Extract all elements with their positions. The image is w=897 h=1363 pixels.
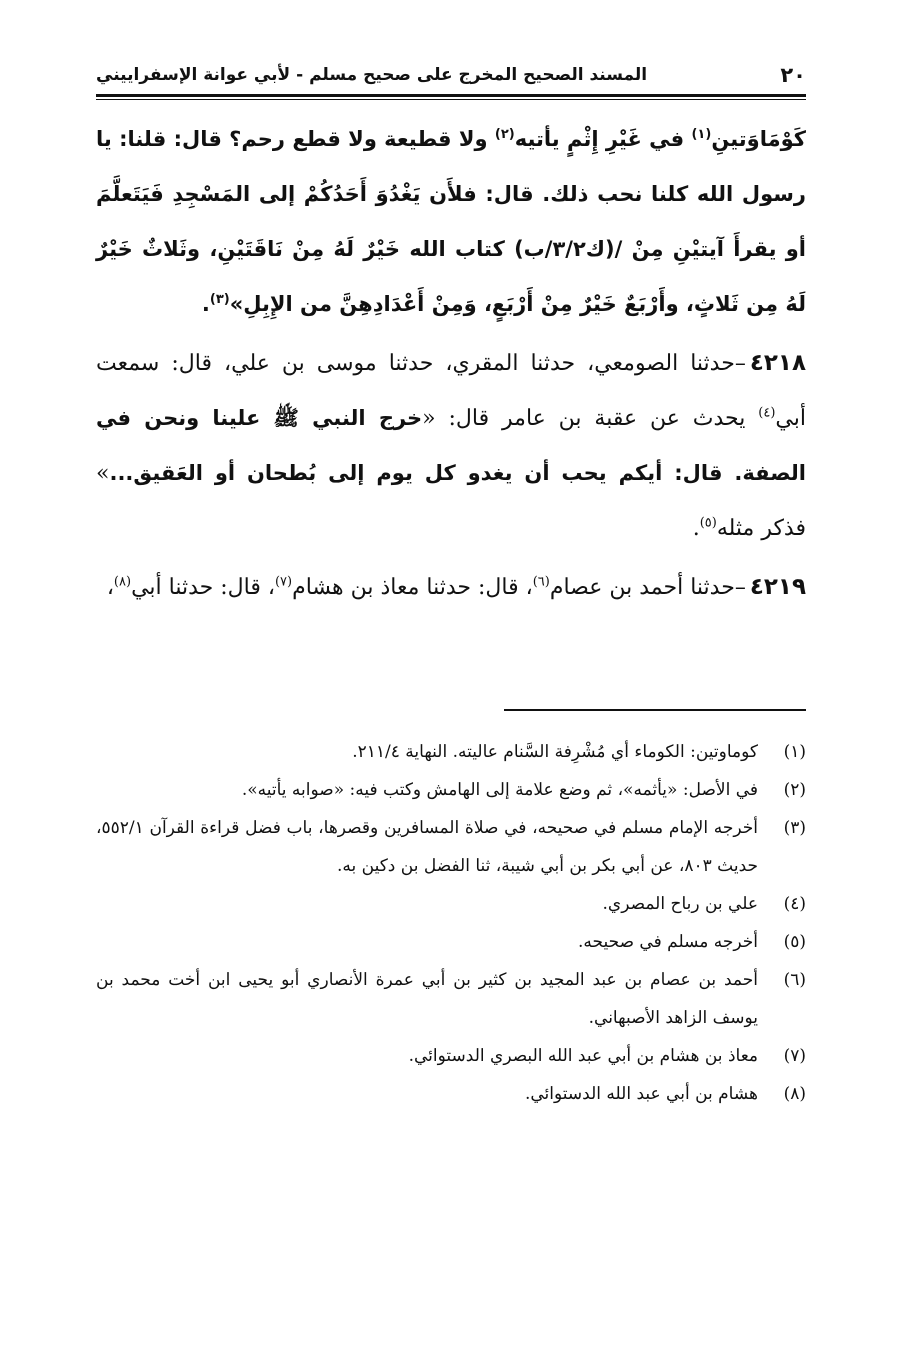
footnote-number: (٣) <box>783 818 806 838</box>
footnote-text: كوماوتين: الكوماء أي مُشْرِفة السَّنام عاليته. النهاية ٢١١/٤. <box>352 742 758 762</box>
footnote-separator <box>504 709 806 711</box>
footnote-text: هشام بن أبي عبد الله الدستوائي. <box>524 1084 758 1104</box>
text-segment: يحدث عن عقبة بن عامر قال: « <box>422 406 759 431</box>
footnote-text: أخرجه الإمام مسلم في صحيحه، في صلاة المسافرين وقصرها، باب فضل قراءة القرآن ٥٥٢/١، حديث ٨٠٣، عن أبي بكر بن أبي شيبة، ثنا الفضل بن دكين به. <box>96 818 758 876</box>
text-segment: –حدثنا الصومعي، حدثنا المقري، حدثنا موسى بن علي، قال: سمعت أبي <box>96 351 806 431</box>
footnote-text: في الأصل: «يأثمه»، ثم وضع علامة إلى الهامش وكتب فيه: «صوابه يأتيه». <box>241 780 758 800</box>
footnote-3 <box>96 809 806 885</box>
footnote-ref: (٤) <box>758 405 776 421</box>
footnote-text: معاذ بن هشام بن أبي عبد الله البصري الدستوائي. <box>408 1046 758 1066</box>
footnote-number: (٨) <box>783 1084 806 1104</box>
text-segment: ، قال: حدثنا أبي <box>131 575 275 600</box>
main-text <box>96 112 806 615</box>
text-segment: في غَيْرِ إِثْمٍ يأتيه <box>514 127 692 151</box>
footnote-ref: (٦) <box>532 574 550 590</box>
footnotes <box>96 733 806 1113</box>
footnote-2 <box>96 771 806 809</box>
footnote-4 <box>96 885 806 923</box>
text-segment: ولا قطيعة ولا قطع رحم؟ قال: قلنا: يا رسول الله كلنا نحب ذلك. قال: فلأَن يَغْدُوَ أَحَدُكُمْ إلى المَسْجِدِ فَيَتَعلَّمَ أو يقرأَ آيتيْنِ مِنْ /(ك٣/٢/ب) كتاب الله خَيْرٌ لَهُ مِنْ نَاقَتَيْنِ، وثَلاثٌ خَيْرٌ لَهُ مِن ثَلاثٍ، وأَرْبَعٌ خَيْرٌ مِنْ أَرْبَعٍ، وَمِنْ أَعْدَادِهِنَّ من الإِبِلِ» <box>96 127 806 316</box>
footnote-text: أخرجه مسلم في صحيحه. <box>578 932 758 952</box>
footnote-text: أحمد بن عصام بن عبد المجيد بن كثير بن أبي عمرة الأنصاري أبو يحيى ابن أخت محمد بن يوسف الزاهد الأصبهاني. <box>96 970 758 1028</box>
text-segment: كَوْمَاوَتينِ <box>711 127 806 151</box>
footnote-ref: (٣) <box>209 292 230 307</box>
running-title: المسند الصحيح المخرج على صحيح مسلم - لأبي عوانة الإسفراييني <box>96 65 648 85</box>
footnote-7 <box>96 1037 806 1075</box>
footnote-ref: (٥) <box>699 515 717 531</box>
header-rule-thin <box>96 99 806 100</box>
page-number: ٢٠ <box>780 63 806 87</box>
text-segment: ، قال: حدثنا معاذ بن هشام <box>292 575 533 600</box>
hadith-number: ٤٢١٨ <box>749 350 806 376</box>
footnote-number: (٧) <box>783 1046 806 1066</box>
page-header <box>96 56 806 94</box>
footnote-number: (٢) <box>783 780 806 800</box>
text-segment: ، <box>106 575 114 600</box>
text-segment: –حدثنا أحمد بن عصام <box>549 575 746 600</box>
text-segment: . <box>201 292 210 316</box>
hadith-4218 <box>96 336 806 556</box>
footnote-number: (٥) <box>783 932 806 952</box>
footnote-1 <box>96 733 806 771</box>
footnote-ref: (٧) <box>274 574 293 590</box>
header-rule-thick <box>96 94 806 97</box>
footnote-5 <box>96 923 806 961</box>
text-segment: » فذكر مثله <box>96 461 806 541</box>
hadith-continuation <box>96 112 806 332</box>
footnote-number: (١) <box>783 742 806 762</box>
footnote-ref: (٢) <box>494 127 515 142</box>
hadith-4219 <box>96 560 806 615</box>
footnote-number: (٤) <box>783 894 806 914</box>
footnote-number: (٦) <box>783 970 806 990</box>
footnote-6 <box>96 961 806 1037</box>
text-segment: . <box>692 516 700 541</box>
hadith-number: ٤٢١٩ <box>749 574 806 600</box>
footnote-ref: (١) <box>691 127 712 142</box>
footnote-ref: (٨) <box>113 574 132 590</box>
footnote-8 <box>96 1075 806 1113</box>
hadith-matn: خرج النبي ﷺ علينا ونحن في الصفة. قال: أيكم يحب أن يغدو كل يوم إلى بُطحان أو العَقيق... <box>96 406 806 485</box>
footnote-text: علي بن رباح المصري. <box>602 894 758 914</box>
